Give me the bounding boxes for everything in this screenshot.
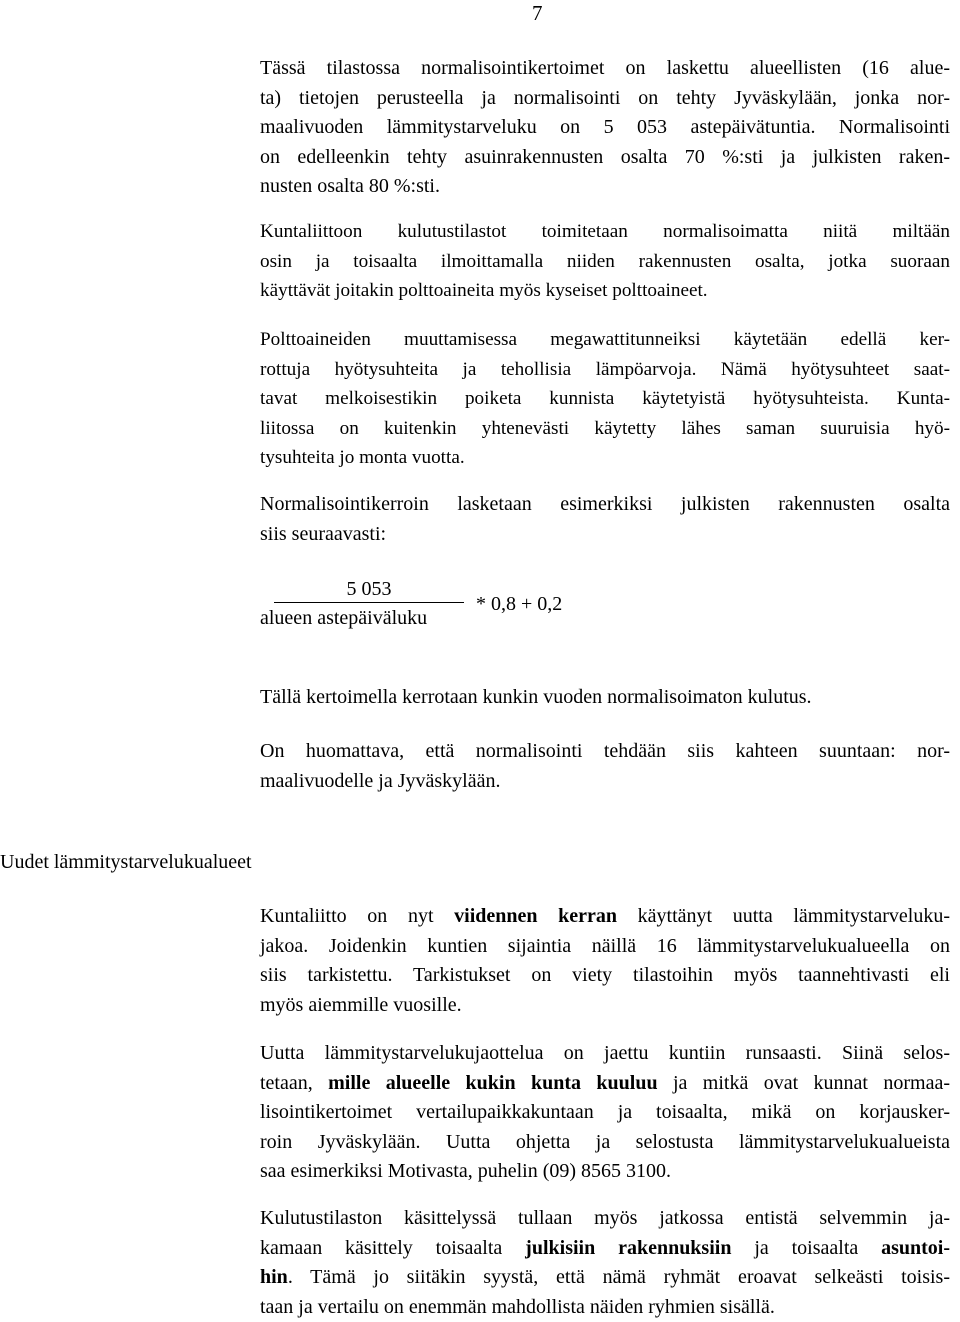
text-line: Tällä kertoimella kerrotaan kunkin vuoden normalisoimaton kulutus. [260, 683, 950, 713]
text-line: roin Jyväskylään. Uutta ohjetta ja selostusta lämmitystarvelukualueista [260, 1128, 950, 1158]
text-run: ja mitkä ovat kunnat normaa- [658, 1072, 950, 1094]
normalisation-formula [260, 576, 590, 636]
text-run: . Tämä jo siitäkin syystä, että nämä ryhmät eroavat selkeästi toisis- [288, 1266, 950, 1288]
text-line: Tässä tilastossa normalisointikertoimet on laskettu alueellisten (16 alue- [260, 54, 950, 84]
text-line: myös aiemmille vuosille. [260, 991, 950, 1021]
text-line: Kuntaliittoon kulutustilastot toimitetaan normalisoimatta niitä miltään [260, 217, 950, 247]
text-line: taan ja vertailu on enemmän mahdollista näiden ryhmien sisällä. [260, 1293, 950, 1322]
page-number: 7 [532, 0, 543, 26]
text-line: siis seuraavasti: [260, 520, 950, 550]
text-line: tavat melkoisestikin poiketa kunnista käytetyistä hyötysuhteista. Kunta- [260, 384, 950, 414]
paragraph-coefficient-intro [260, 490, 950, 549]
paragraph-new-areas [260, 902, 950, 1020]
text-line: jakoa. Joidenkin kuntien sijaintia näillä 16 lämmitystarvelukualueella on [260, 932, 950, 962]
text-line: Normalisointikerroin lasketaan esimerkiksi julkisten rakennusten osalta [260, 490, 950, 520]
text-line [260, 1069, 950, 1099]
text-line: käyttävät joitakin polttoaineita myös kyseiset polttoaineet. [260, 276, 950, 306]
text-run: tetaan, [260, 1072, 328, 1094]
text-line: Uutta lämmitystarvelukujaottelua on jaettu kuntiin runsaasti. Siinä selos- [260, 1039, 950, 1069]
paragraph-submission [260, 217, 950, 306]
text-line: osin ja toisaalta ilmoittamalla niiden rakennusten osalta, jotka suoraan [260, 247, 950, 277]
bold-text: asuntoi- [881, 1237, 950, 1259]
paragraph-area-distribution [260, 1039, 950, 1187]
section-side-heading: Uudet lämmitystarvelukualueet [0, 848, 252, 877]
text-line: on edelleenkin tehty asuinrakennusten osalta 70 %:sti ja julkisten raken- [260, 143, 950, 173]
bold-text: hin [260, 1266, 288, 1288]
text-line: maalivuodelle ja Jyväskylään. [260, 767, 950, 797]
formula-denominator: alueen astepäiväluku [260, 604, 427, 632]
text-line [260, 1234, 950, 1264]
text-run: Kuntaliitto on nyt [260, 905, 454, 927]
paragraph-coefficient-usage [260, 683, 950, 713]
bold-text: mille alueelle kukin kunta kuuluu [328, 1072, 657, 1094]
text-line: tysuhteita jo monta vuotta. [260, 443, 950, 473]
paragraph-future-processing [260, 1204, 950, 1322]
text-line: maalivuoden lämmitystarveluku on 5 053 astepäivätuntia. Normalisointi [260, 113, 950, 143]
formula-numerator: 5 053 [274, 576, 464, 602]
text-line [260, 1263, 950, 1293]
text-line: nusten osalta 80 %:sti. [260, 172, 950, 202]
bold-text: viidennen kerran [454, 905, 617, 927]
text-run: ja toisaalta [731, 1237, 881, 1259]
paragraph-normalisation-direction [260, 737, 950, 796]
text-run: käyttänyt uutta lämmitystarveluku- [617, 905, 950, 927]
text-line: lisointikertoimet vertailupaikkakuntaan ja toisaalta, mikä on korjausker- [260, 1098, 950, 1128]
text-run: kamaan käsittely toisaalta [260, 1237, 525, 1259]
paragraph-normalisation-basis [260, 54, 950, 202]
text-line: ta) tietojen perusteella ja normalisointi on tehty Jyväskylään, jonka nor- [260, 84, 950, 114]
text-line: saa esimerkiksi Motivasta, puhelin (09) 8565 3100. [260, 1157, 950, 1187]
paragraph-fuel-conversion [260, 325, 950, 473]
text-line: siis tarkistettu. Tarkistukset on viety tilastoihin myös taannehtivasti eli [260, 961, 950, 991]
text-line: Kulutustilaston käsittelyssä tullaan myös jatkossa entistä selvemmin ja- [260, 1204, 950, 1234]
text-line: rottuja hyötysuhteita ja tehollisia lämpöarvoja. Nämä hyötysuhteet saat- [260, 355, 950, 385]
text-line: Polttoaineiden muuttamisessa megawattitunneiksi käytetään edellä ker- [260, 325, 950, 355]
text-line: On huomattava, että normalisointi tehdään siis kahteen suuntaan: nor- [260, 737, 950, 767]
text-line: liitossa on kuitenkin yhtenevästi käytetty lähes saman suuruisia hyö- [260, 414, 950, 444]
text-line [260, 902, 950, 932]
fraction-bar [274, 602, 464, 603]
formula-multiplier: * 0,8 + 0,2 [476, 590, 562, 618]
bold-text: julkisiin rakennuksiin [525, 1237, 731, 1259]
